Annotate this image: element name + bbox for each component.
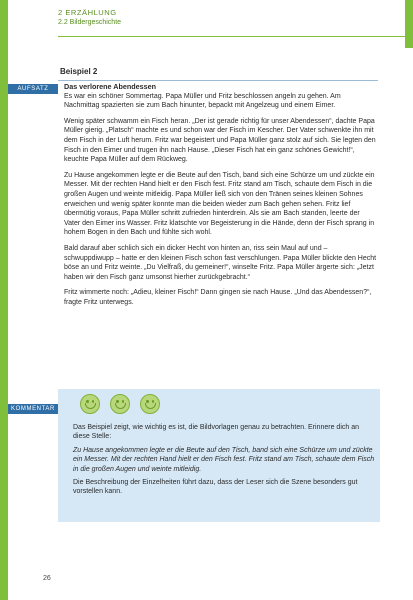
story-paragraph: Es war ein schöner Sommertag. Papa Müller und Fritz beschlossen angeln zu gehen. Am Nachmittag spazierten sie zum Bach hinunter, bepackt mit Angelzeug und einem Eimer. bbox=[64, 92, 341, 110]
comment-outro: Die Beschreibung der Einzelheiten führt dazu, dass der Leser sich die Szene besonders gut vorstellen kann. bbox=[73, 479, 358, 496]
story-body bbox=[64, 82, 377, 313]
page-number: 26 bbox=[43, 575, 51, 582]
page-header bbox=[58, 8, 121, 26]
smiley-icon bbox=[140, 394, 160, 414]
smiley-row bbox=[80, 394, 160, 414]
story-paragraph: Fritz wimmerte noch: „Adieu, kleiner Fisch!“ Dann gingen sie nach Hause. „Und das Abendessen?“, fragte Fritz unterwegs. bbox=[64, 289, 372, 306]
example-divider bbox=[58, 80, 378, 81]
chapter-title: 2 ERZÄHLUNG bbox=[58, 8, 117, 17]
comment-text bbox=[73, 423, 376, 501]
story-paragraph: Bald darauf aber schlich sich ein dicker Hecht von hinten an, riss sein Maul auf und – schwuppdiwupp – hatte er den kleinen Fisch schon fast verschlungen. Papa Müller blickte den Hecht böse an und Fritz weinte. „Du Vielfraß, du gemeiner!“, winselte Fritz. Papa Müller ärgerte sich: „Jetzt haben wir den Fisch ganz umsonst hierher zurückgebracht.“ bbox=[64, 244, 377, 281]
smiley-icon bbox=[110, 394, 130, 414]
right-accent-bar bbox=[405, 0, 413, 48]
smiley-icon bbox=[80, 394, 100, 414]
left-accent-bar bbox=[0, 0, 8, 600]
kommentar-tag: KOMMENTAR bbox=[8, 404, 58, 414]
comment-intro: Das Beispiel zeigt, wie wichtig es ist, die Bildvorlagen genau zu betrachten. Erinnere dich an diese Stelle: bbox=[73, 424, 359, 441]
story-title: Das verlorene Abendessen bbox=[64, 82, 157, 91]
section-title: 2.2 Bildergeschichte bbox=[58, 19, 122, 26]
story-paragraph: Wenig später schwamm ein Fisch heran. „Der ist gerade richtig für unser Abendessen“, dachte Papa Müller gierig. „Platsch“ machte es und schon war der Fisch im Kescher. Der Vater schwenkte ihn mit dem Fisch in der Luft herum. Fritz war begeistert und Papa Müller ganz stolz auf sich. Sie legten den Fisch in den Eimer und trugen ihn nach Hause. „Dieser Fisch hat ein ganz schönes Gewicht!“, keuchte Papa Müller auf dem Rückweg. bbox=[64, 117, 376, 164]
story-paragraph: Zu Hause angekommen legte er die Beute auf den Tisch, band sich eine Schürze um und zückte ein Messer. Mit der rechten Hand hielt er den Fisch fest. Fritz stand am Tisch, schaute dem Fisch in die großen Augen und weinte mitleidig. Papa Müller ließ sich von den Tränen seines kleinen Sohnes erweichen und wenig später konnte man die beiden wieder zum Bach gehen sehen. Fritz lief übermütig voraus, Papa Müller schritt zufrieden hinterdrein. Als sie am Bach standen, leerte der Vater den Eimer ins Wasser. Fritz klatschte vor Begeisterung in die Hände, denn der Fisch sprang in hohem Bogen in den Bach und fühlte sich wohl. bbox=[64, 171, 375, 237]
aufsatz-tag: AUFSATZ bbox=[8, 84, 58, 94]
comment-quote: Zu Hause angekommen legte er die Beute auf den Tisch, band sich eine Schürze um und zückte ein Messer. Mit der rechten Hand hielt er den Fisch fest. Fritz stand am Tisch, schaute dem Fisch in die großen Augen und weinte mitleidig. bbox=[73, 446, 375, 473]
header-divider bbox=[58, 36, 413, 37]
example-label: Beispiel 2 bbox=[60, 67, 98, 76]
